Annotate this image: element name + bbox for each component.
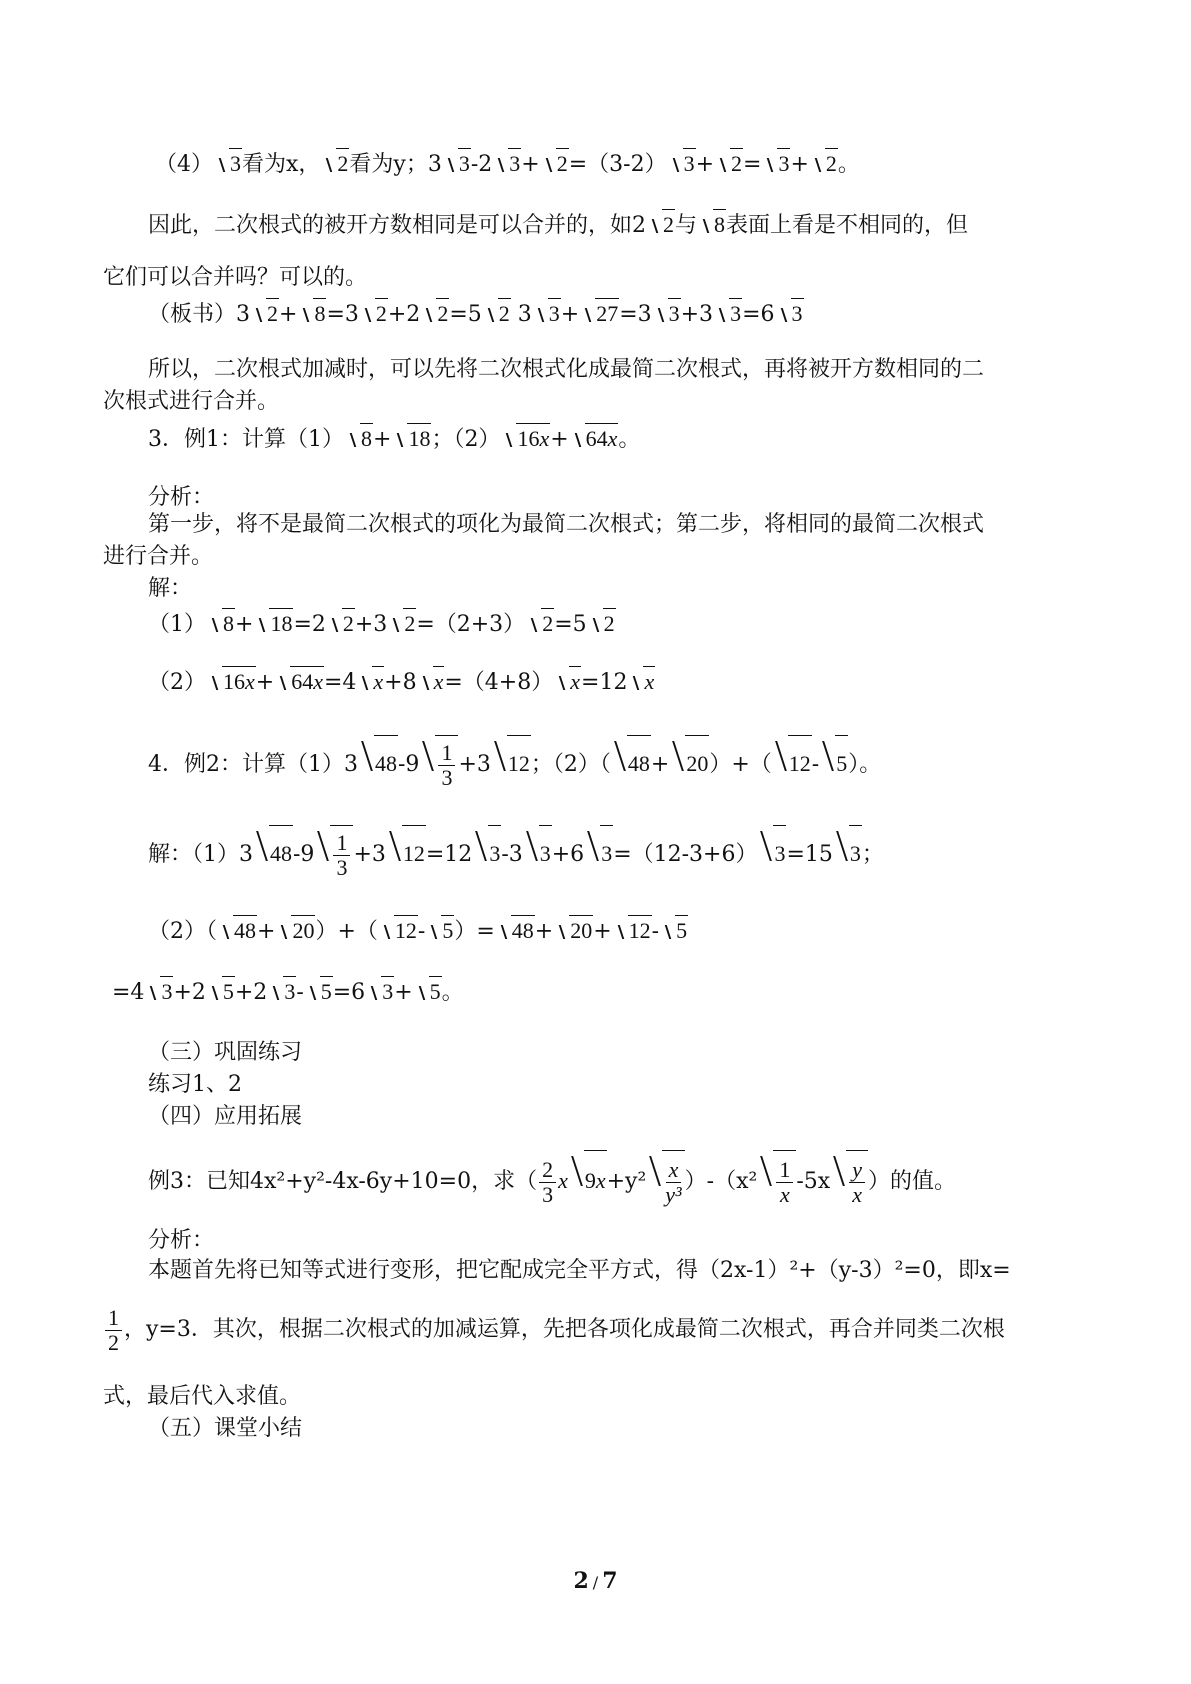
text-line-9: 第一步，将不是最简二次根式的项化为最简二次根式；第二步，将相同的最简二次根式 [148, 512, 985, 537]
text-line-19: 练习1、2 [148, 1072, 242, 1097]
text-line-12: （1） 8+ 18=2 2+3 2=（2+3） 2=5 2 [148, 608, 616, 640]
page-total: 7 [602, 1568, 618, 1594]
text-line-13: （2） 16x+ 64x=4 x+8 x=（4+8） x=12 x [148, 666, 655, 698]
text-line-15: 解：（1）3 48-9 $\frac{1}{3}$ +3 12=12 3-3 3+6 3=（12-3+6） 3=15 3； [148, 825, 884, 883]
text-line-6: 次根式进行合并。 [103, 389, 280, 414]
text-line-22: 分析： [148, 1228, 215, 1253]
text-line-17: =4 3+2 5+2 3- 5=6 3+ 5。 [112, 976, 464, 1008]
text-line-4: （板书）3 2+ 8=3 2+2 2=5 2 3 3+ 27=3 3+3 3=6 3 [148, 298, 804, 330]
text-line-14: 4．例2：计算（1）3 48-9 $\frac{1}{3}$ +3 12；（2）（ 48+ 20）+（ 12- 5）。 [148, 735, 881, 793]
text-line-25: 式，最后代入求值。 [103, 1384, 302, 1409]
text-line-8: 分析： [148, 485, 215, 510]
text-line-2: 因此，二次根式的被开方数相同是可以合并的，如2 2与 8表面上看是不相同的，但 [148, 209, 968, 241]
text-line-26: （五）课堂小结 [148, 1416, 303, 1441]
text-line-1: （4） 3看为x， 2看为y；3 3-2 3+ 2=（3-2） 3+ 2= 3+ 2。 [155, 148, 860, 180]
text-line-20: （四）应用拓展 [148, 1104, 303, 1129]
text-line-16: （2）（ 48+ 20）+（ 12- 5）= 48+ 20+ 12- 5 [148, 915, 688, 947]
text-line-7: 3．例1：计算（1） 8+ 18；（2） 16x+ 64x。 [148, 423, 640, 455]
text-line-24: $\frac{1}{2}$ ，y=3．其次，根据二次根式的加减运算，先把各项化成最简二次根式，再合并同类二次根 [103, 1300, 1005, 1360]
page-current: 2 [573, 1568, 589, 1594]
text-line-18: （三）巩固练习 [148, 1040, 303, 1065]
text-line-5: 所以，二次根式加减时，可以先将二次根式化成最简二次根式，再将被开方数相同的二 [148, 357, 985, 382]
page-number: 2 / 7 [573, 1568, 618, 1594]
text-line-21: 例3：已知4x²+y²-4x-6y+10=0，求（ $\frac{2}{3}$ x 9x+y² $\frac{x}{\text{y³}}$ ）-（x² $\frac{1}{x}$ -5x $\frac{y}{x}$ ）的值。 [148, 1150, 956, 1212]
text-line-10: 进行合并。 [103, 544, 214, 569]
text-line-3: 它们可以合并吗？可以的。 [103, 265, 368, 290]
text-line-23: 本题首先将已知等式进行变形，把它配成完全平方式，得（2x-1）²+（y-3）²=0，即x= [148, 1258, 1011, 1283]
text-line-11: 解： [148, 576, 193, 601]
